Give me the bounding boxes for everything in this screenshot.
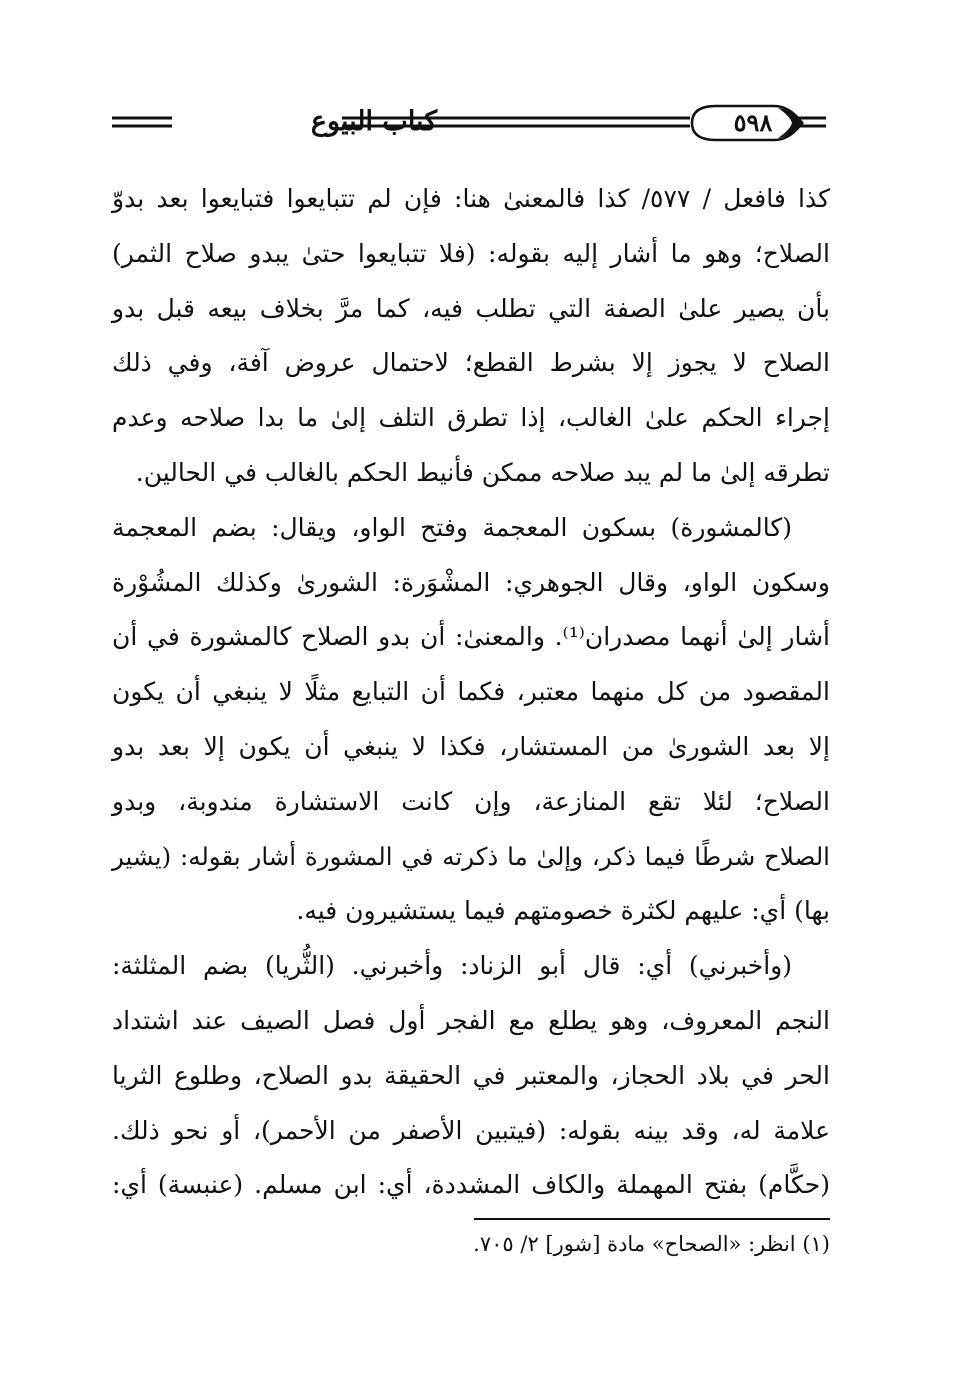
page-number: ٥٩٨ <box>733 108 773 137</box>
footnote-divider <box>474 1218 830 1220</box>
footnote: (١) انظر: «الصحاح» مادة [شور] ٢/ ٧٠٥. <box>473 1232 830 1256</box>
text-line: الحر في بلاد الحجاز، والمعتبر في الحقيقة بدو الصلاح، وطلوع الثريا <box>112 1060 830 1090</box>
text-line: إلا بعد الشورىٰ من المستشار، فكذا لا ينبغي أن يكون إلا بعد بدو <box>112 731 830 761</box>
page-header <box>110 96 830 156</box>
text-line: علامة له، وقد بينه بقوله: (فيتبين الأصفر من الأحمر)، أو نحو ذلك. <box>112 1115 830 1145</box>
text-line: الصلاح؛ وهو ما أشار إليه بقوله: (فلا تتبايعوا حتىٰ يبدو صلاح الثمر) <box>112 238 830 268</box>
text-line: النجم المعروف، وهو يطلع مع الفجر أول فصل الصيف عند اشتداد <box>112 1005 830 1035</box>
text-line: (حكَّام) بفتح المهملة والكاف المشددة، أي: ابن مسلم. (عنبسة) أي: <box>112 1170 830 1200</box>
text-line: الصلاح؛ لئلا تقع المنازعة، وإن كانت الاستشارة مندوبة، وبدو <box>112 786 830 816</box>
text-line: المقصود من كل منهما معتبر، فكما أن التبايع مثلًا لا ينبغي أن يكون <box>112 677 830 707</box>
text-line: كذا فافعل / ٥٧٧/ كذا فالمعنىٰ هنا: فإن لم تتبايعوا فتبايعوا بعد بدوّ <box>112 184 830 213</box>
text-line: أشار إلىٰ أنهما مصدران⁽¹⁾. والمعنىٰ: أن بدو الصلاح كالمشورة في أن <box>112 622 830 652</box>
text-line: تطرقه إلىٰ ما لم يبد صلاحه ممكن فأنيط الحكم بالغالب في الحالين. <box>135 457 830 487</box>
main-text <box>112 172 830 1213</box>
text-line: وسكون الواو، وقال الجوهري: المشْوَرة: الشورىٰ وكذلك المشُوْرة <box>112 567 830 597</box>
text-line: (وأخبرني) أي: قال أبو الزناد: وأخبرني. (الثُّريا) بضم المثلثة: <box>112 951 792 981</box>
text-line: (كالمشورة) بسكون المعجمة وفتح الواو، ويقال: بضم المعجمة <box>112 512 792 542</box>
running-title: كتاب البيوع <box>310 106 438 137</box>
text-line: إجراء الحكم علىٰ الغالب، إذا تطرق التلف إلىٰ ما بدا صلاحه وعدم <box>112 403 830 433</box>
text-line: الصلاح لا يجوز إلا بشرط القطع؛ لاحتمال عروض آفة، وفي ذلك <box>112 348 830 378</box>
text-line: الصلاح شرطًا فيما ذكر، وإلىٰ ما ذكرته في المشورة أشار بقوله: (يشير <box>112 841 830 871</box>
text-line: بأن يصير علىٰ الصفة التي تطلب فيه، كما مرَّ بخلاف بيعه قبل بدو <box>112 293 830 323</box>
text-line: بها) أي: عليهم لكثرة خصومتهم فيما يستشيرون فيه. <box>296 896 830 926</box>
